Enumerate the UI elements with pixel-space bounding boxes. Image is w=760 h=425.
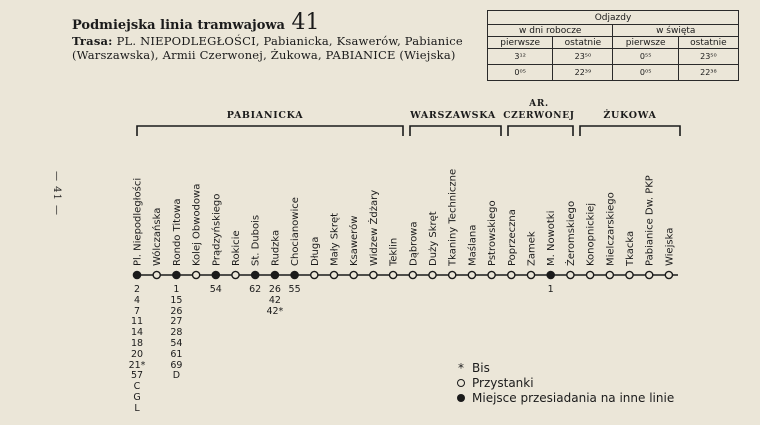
transfer-lines-column <box>164 285 188 382</box>
departure-cell: 0⁰⁵ <box>613 65 678 81</box>
transfer-line-number: 18 <box>130 337 144 349</box>
transfer-line-number: 55 <box>288 284 301 295</box>
legend-transfer-label: Miejsce przesiadania na inne linie <box>472 391 675 405</box>
transfer-line-number: 26 <box>268 284 281 295</box>
transfer-lines-column <box>125 285 149 415</box>
holiday-header: w święta <box>613 25 739 37</box>
transfer-stop-marker <box>547 271 554 278</box>
stop-name: Pstrowskiego <box>487 200 499 266</box>
stop-name: Tkaniny Techniczne <box>447 168 459 266</box>
transfer-line-number: 2 <box>133 284 141 295</box>
stop-marker <box>488 271 495 278</box>
stop-marker <box>646 271 653 278</box>
stop-marker <box>567 271 574 278</box>
bracket-zukowa <box>580 126 680 136</box>
stop-name: Żeromskiego <box>565 200 577 266</box>
transfer-line-number: G <box>133 391 141 403</box>
transfer-lines-column <box>539 285 563 296</box>
departure-cell: 3¹² <box>488 49 553 65</box>
transfer-line-number: 26 <box>170 305 183 317</box>
legend-stop <box>456 376 674 391</box>
transfer-line-number: 28 <box>170 327 183 339</box>
transfer-line-number: 15 <box>170 294 183 306</box>
stop-name: Mielczarskiego <box>605 192 617 266</box>
transfer-line-number: 62 <box>249 284 262 295</box>
transfer-line-number: 57 <box>130 370 144 382</box>
stop-name: Pabianice Dw. PKP <box>644 175 656 266</box>
legend <box>456 361 674 406</box>
stop-name: Widzew Żdżary <box>368 189 380 266</box>
stop-name: Wiejska <box>664 227 676 266</box>
transfer-line-number: 42* <box>266 305 284 317</box>
transfer-line-number: 27 <box>170 316 183 328</box>
stop-marker <box>153 271 160 278</box>
legend-bis <box>456 361 674 376</box>
stop-name: Długa <box>309 236 321 266</box>
transfer-line-number: 61 <box>170 348 183 360</box>
transfer-stop-marker <box>291 271 298 278</box>
stop-name: Poprzeczna <box>506 209 518 266</box>
stop-name: Konopnickiej <box>585 202 597 266</box>
stop-name: Rudzka <box>270 229 282 266</box>
open-circle-icon <box>457 379 465 387</box>
transfer-line-number: 54 <box>170 337 183 349</box>
departures-title: Odjazdy <box>488 11 739 25</box>
stop-marker <box>606 271 613 278</box>
stop-name: Mały Skręt <box>329 212 341 266</box>
stop-name: Duży Skręt <box>428 211 439 266</box>
stop-marker <box>587 271 594 278</box>
holiday-first-header: pierwsze <box>613 37 678 49</box>
bracket-armii-czerwonej <box>508 126 573 136</box>
stop-name: Zamek <box>526 231 538 266</box>
stop-marker <box>626 271 633 278</box>
transfer-stop-marker <box>252 271 259 278</box>
stop-name: Pl. Niepodległości <box>132 177 144 266</box>
stop-marker <box>449 271 456 278</box>
section-warszawska: WARSZAWSKA <box>410 110 496 121</box>
departure-cell: 23⁵⁰ <box>678 49 738 65</box>
stop-name: Rondo Titowa <box>171 198 183 266</box>
route-label: Trasa: <box>72 34 113 48</box>
line-number: 41 <box>291 10 320 35</box>
transfer-lines-column <box>204 285 228 296</box>
bracket-pabianicka <box>137 126 403 136</box>
transfer-stop-marker <box>133 271 140 278</box>
stop-marker <box>232 271 239 278</box>
section-armii-czerwonej: AR. CZERWONEJ <box>503 99 575 121</box>
stop-marker <box>429 271 436 278</box>
stop-marker <box>330 271 337 278</box>
transfer-stop-marker <box>173 271 180 278</box>
stop-marker <box>390 271 397 278</box>
stop-names <box>132 169 676 267</box>
stop-marker <box>311 271 318 278</box>
departure-cell: 0⁵⁵ <box>613 49 678 65</box>
stop-marker <box>468 271 475 278</box>
transfer-line-number: 42 <box>268 294 281 306</box>
page-number: — 41 — <box>51 170 63 217</box>
transfer-line-number: 7 <box>133 305 141 317</box>
holiday-last-header: ostatnie <box>678 37 738 49</box>
bracket-warszawska <box>410 126 501 136</box>
stop-name: M. Nowotki <box>546 210 558 266</box>
transfer-line-number: 69 <box>170 359 183 371</box>
stop-marker <box>409 271 416 278</box>
transfer-line-number: 4 <box>133 294 141 306</box>
stop-marker <box>508 271 515 278</box>
stop-marker <box>193 271 200 278</box>
legend-transfer <box>456 391 674 406</box>
section-pabianicka: PABIANICKA <box>226 110 304 121</box>
weekday-last-header: ostatnie <box>553 37 613 49</box>
transfer-stop-marker <box>212 271 219 278</box>
asterisk-icon: * <box>458 361 464 375</box>
transfer-line-number: C <box>133 381 141 393</box>
transfer-line-number: 11 <box>130 316 144 328</box>
stop-name: Kolej Obwodowa <box>191 183 203 266</box>
stop-name: Ksawerów <box>349 215 361 266</box>
section-brackets <box>137 126 680 136</box>
legend-bis-label: Bis <box>472 361 490 375</box>
stop-name: Teklin <box>388 237 400 266</box>
departure-cell: 23⁵⁰ <box>553 49 613 65</box>
transfer-line-number: 1 <box>173 284 180 295</box>
stop-marker <box>370 271 377 278</box>
departure-cell: 0⁰⁵ <box>488 65 553 81</box>
departure-cell: 22³⁹ <box>553 65 613 81</box>
transfer-line-number: 54 <box>209 284 222 295</box>
transfer-line-number: 20 <box>130 348 144 360</box>
transfer-line-number: 21* <box>128 359 146 371</box>
weekday-first-header: pierwsze <box>488 37 553 49</box>
transfer-line-number: D <box>172 370 181 382</box>
transfer-lines-column <box>283 285 307 296</box>
legend-stop-label: Przystanki <box>472 376 534 390</box>
stop-marker <box>350 271 357 278</box>
transfer-line-number: 14 <box>130 327 144 339</box>
stop-marker <box>527 271 534 278</box>
departure-cell: 22³⁸ <box>678 65 738 81</box>
stop-name: Chocianowice <box>290 197 302 266</box>
transfer-stop-marker <box>271 271 278 278</box>
transfer-line-number: 1 <box>547 284 554 295</box>
stop-name: Tkacka <box>625 230 636 266</box>
stop-name: Wólczańska <box>152 207 164 266</box>
stop-name: Prądzyńskiego <box>211 193 223 266</box>
line-title-text: Podmiejska linia tramwajowa <box>72 18 285 33</box>
stop-name: Maślana <box>467 224 479 266</box>
route-text: PL. NIEPODLEGŁOŚCI, Pabianicka, Ksawerów, Pabianice (Warszawska), Armii Czerwonej, Żukowa, PABIANICE (Wiejska) <box>72 34 463 62</box>
stop-name: Rokicie <box>231 230 242 266</box>
transfer-line-number: L <box>134 402 140 414</box>
section-zukowa: ŻUKOWA <box>603 110 657 121</box>
stop-marker <box>665 271 672 278</box>
weekday-header: w dni robocze <box>488 25 613 37</box>
stop-name: St. Dubois <box>250 214 262 266</box>
filled-circle-icon <box>457 394 465 402</box>
stop-name: Dąbrowa <box>408 221 420 266</box>
